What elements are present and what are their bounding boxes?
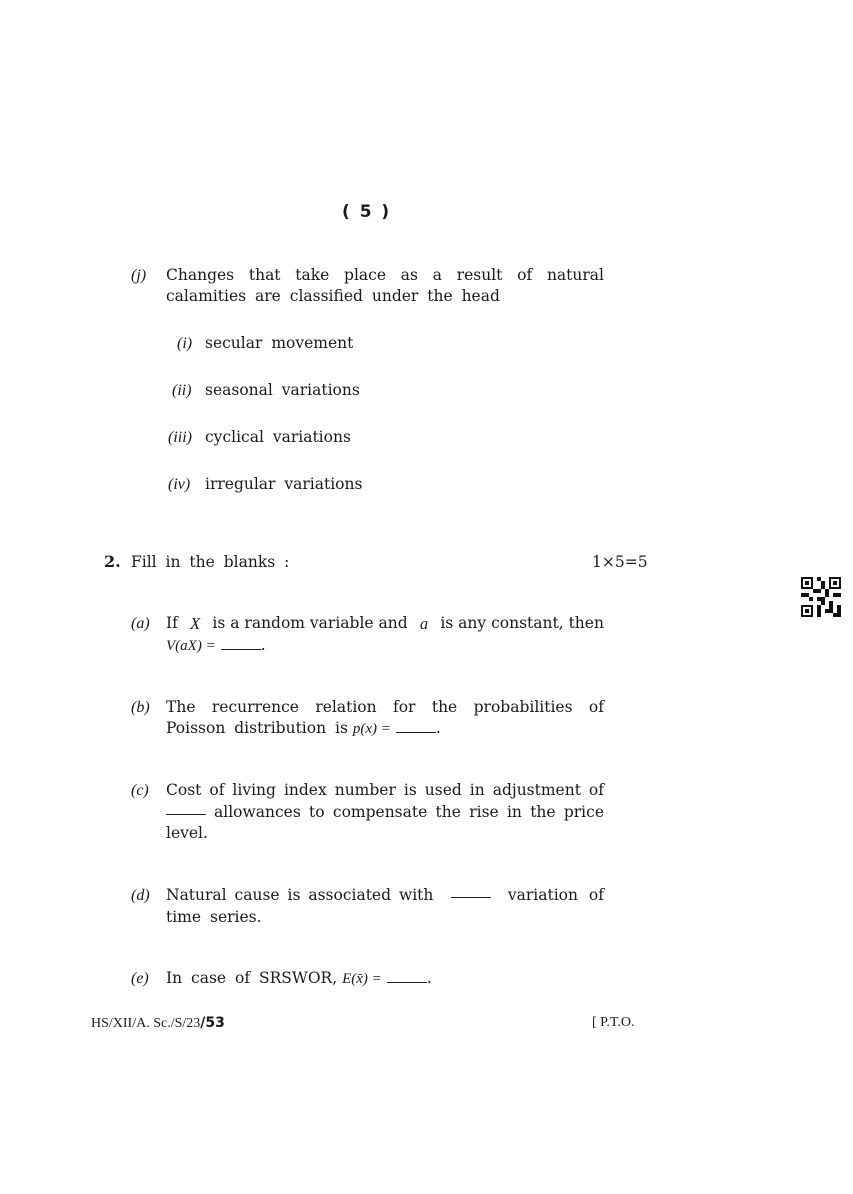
q2d-label: (d)	[131, 887, 150, 904]
q1j-opt1-label: (i)	[177, 335, 193, 352]
q2a-t1: If	[166, 614, 178, 632]
q2c-label: (c)	[131, 782, 149, 799]
q2c-line3: level.	[166, 824, 208, 842]
q2b-text: Poisson distribution is	[166, 719, 348, 737]
q2a-blank	[221, 637, 261, 650]
q1j-opt2-text: seasonal variations	[205, 381, 360, 399]
q1j-opt3-text: cyclical variations	[205, 428, 351, 446]
q2a-line1	[166, 613, 604, 634]
q2e-blank	[387, 970, 427, 983]
q2d-line2: time series.	[166, 908, 262, 926]
q1j-opt2-label: (ii)	[172, 382, 192, 399]
footer-code	[91, 1015, 225, 1032]
footer-code-text: HS/XII/A. Sc./S/23	[91, 1016, 201, 1031]
q2a-line2	[166, 635, 266, 656]
q1j-line1: Changes that take place as a result of natural	[166, 266, 604, 284]
q2-title: Fill in the blanks :	[131, 553, 290, 571]
q2d-blank	[451, 885, 491, 898]
q2a-t3: is any constant, then	[440, 614, 604, 632]
q1j-opt4-label: (iv)	[168, 476, 191, 493]
q2e-line	[166, 968, 432, 990]
q2e-end: .	[426, 969, 432, 987]
q2b-end: .	[435, 719, 441, 737]
q2a-alpha: a	[419, 614, 429, 633]
q1j-opt4-text: irregular variations	[205, 475, 363, 493]
q2c-text: allowances to compensate the rise in the price	[214, 803, 604, 821]
qr-code-icon	[801, 577, 841, 617]
q2a-var-x: X	[190, 614, 201, 633]
q2c-line2	[166, 802, 604, 823]
q2c-line1: Cost of living index number is used in adjustment of	[166, 781, 604, 799]
q2b-expr: p(x) =	[352, 721, 391, 737]
q1j-line2: calamities are classified under the head	[166, 287, 500, 305]
q2c-blank	[166, 802, 206, 815]
q2a-label: (a)	[131, 615, 150, 632]
q2e-expr: E(x̄) =	[342, 971, 382, 987]
q1j-label: (j)	[131, 267, 147, 284]
q2-number: 2.	[104, 552, 121, 571]
q2a-t2: is a random variable and	[212, 614, 408, 632]
footer-pto: [ P.T.O.	[592, 1015, 635, 1030]
q2a-expr: V(aX) =	[166, 638, 216, 654]
q2e-text: In case of SRSWOR,	[166, 969, 338, 987]
q2-marks: 1×5=5	[592, 553, 648, 571]
q2a-end: .	[260, 636, 266, 654]
q2d-line1	[166, 885, 604, 906]
q2b-line2	[166, 718, 441, 740]
q1j-opt1-text: secular movement	[205, 334, 354, 352]
q2b-blank	[396, 720, 436, 733]
q2b-line1: The recurrence relation for the probabilities of	[166, 698, 604, 716]
q2b-label: (b)	[131, 699, 150, 716]
page-number: ( 5 )	[342, 202, 392, 222]
q2e-label: (e)	[131, 970, 149, 987]
footer-code-bold: /53	[200, 1015, 225, 1031]
q1j-opt3-label: (iii)	[168, 429, 192, 446]
q2d-text-a: Natural cause is associated with	[166, 886, 434, 904]
q2d-text-b: variation of	[507, 886, 604, 904]
